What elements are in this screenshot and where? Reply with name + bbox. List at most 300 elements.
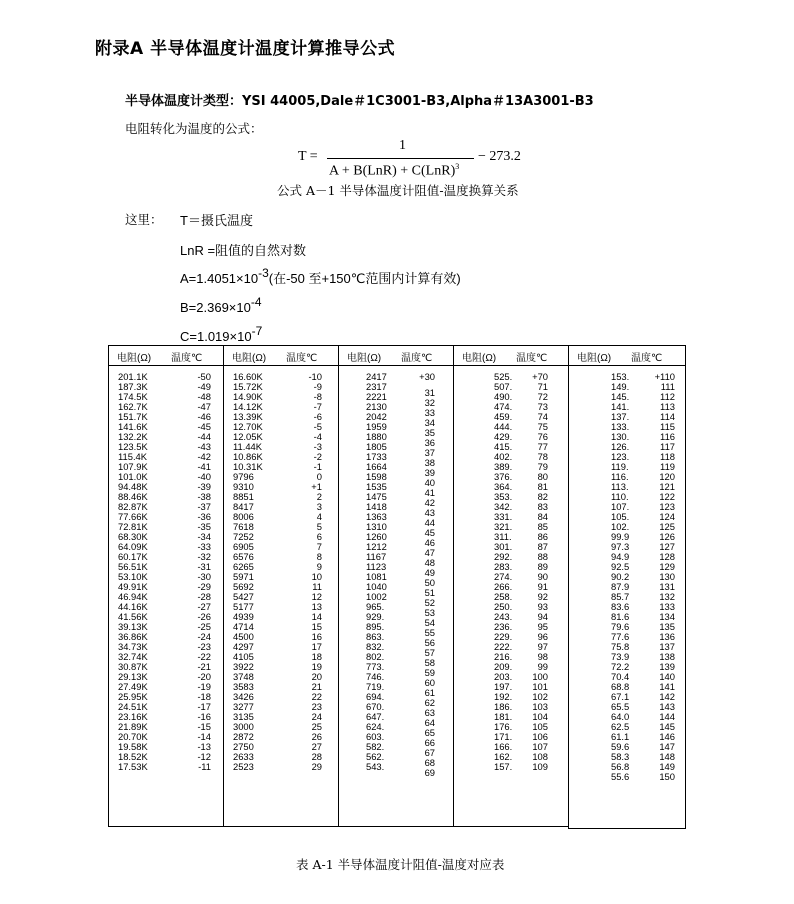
resistance-cell: 1040 <box>366 581 387 592</box>
header-resistance: 电阻(Ω) <box>462 353 497 364</box>
resistance-cell: 301. <box>494 541 513 552</box>
temperature-cell: +30 <box>419 371 435 382</box>
resistance-cell: 81.6 <box>611 611 630 622</box>
temperature-cell: 64 <box>424 717 435 728</box>
temperature-cell: 132 <box>659 591 675 602</box>
resistance-cell: 13.39K <box>233 411 263 422</box>
table-column-body <box>339 365 453 826</box>
temperature-cell: 20 <box>311 671 322 682</box>
temperature-cell: 15 <box>311 621 322 632</box>
resistance-cell: 670. <box>366 701 385 712</box>
temperature-cell: 142 <box>659 691 675 702</box>
temperature-cell: -11 <box>198 761 211 772</box>
temperature-cell: 116 <box>660 431 675 442</box>
temperature-cell: 39 <box>424 467 435 478</box>
resistance-cell: 459. <box>494 411 513 422</box>
resistance-cell: 5427 <box>233 591 254 602</box>
table-column-header <box>454 346 568 365</box>
temperature-cell: 102 <box>532 691 548 702</box>
resistance-cell: 115.4K <box>118 451 148 462</box>
resistance-cell: 133. <box>611 421 630 432</box>
temperature-cell: -49 <box>197 381 211 392</box>
resistance-cell: 21.89K <box>118 721 148 732</box>
definition-b-prefix: B=2.369×10 <box>180 300 251 315</box>
table-column <box>108 345 223 827</box>
resistance-cell: 746. <box>366 671 385 682</box>
temperature-cell: 49 <box>424 567 435 578</box>
resistance-cell: 603. <box>366 731 385 742</box>
temperature-cell: 88 <box>537 551 548 562</box>
temperature-cell: 106 <box>532 731 548 742</box>
resistance-cell: 58.3 <box>611 751 630 762</box>
resistance-cell: 70.4 <box>611 671 630 682</box>
temperature-cell: -20 <box>197 671 211 682</box>
temperature-cell: -14 <box>197 731 211 742</box>
resistance-cell: 266. <box>494 581 513 592</box>
temperature-cell: 139 <box>659 661 675 672</box>
resistance-cell: 292. <box>494 551 513 562</box>
resistance-cell: 36.86K <box>118 631 148 642</box>
resistance-cell: 153. <box>611 371 630 382</box>
temperature-cell: 93 <box>537 601 548 612</box>
temperature-cell: -6 <box>313 411 322 422</box>
temperature-cell: 41 <box>424 487 435 498</box>
temperature-cell: 33 <box>424 407 435 418</box>
definition-a-prefix: A=1.4051×10 <box>180 271 259 286</box>
resistance-cell: 12.05K <box>233 431 263 442</box>
temperature-cell: 4 <box>316 511 322 522</box>
definition-c <box>180 324 262 344</box>
resistance-cell: 802. <box>366 651 385 662</box>
resistance-cell: 162. <box>494 751 513 762</box>
definition-a-suffix: (在-50 至+150℃范围内计算有效) <box>268 271 461 286</box>
temperature-cell: -18 <box>197 691 211 702</box>
temperature-cell: 84 <box>537 511 548 522</box>
resistance-cell: 1805 <box>366 441 387 452</box>
resistance-cell: 1123 <box>366 561 387 572</box>
formula-denominator-wrap <box>329 162 459 180</box>
temperature-cell: -45 <box>197 421 211 432</box>
resistance-cell: 18.52K <box>118 751 148 762</box>
temperature-cell: 52 <box>424 597 435 608</box>
resistance-cell: 68.30K <box>118 531 148 542</box>
resistance-cell: 176. <box>494 721 513 732</box>
temperature-cell: 128 <box>659 551 675 562</box>
temperature-cell: -37 <box>197 501 211 512</box>
header-resistance: 电阻(Ω) <box>347 353 382 364</box>
header-temperature: 温度℃ <box>401 353 433 364</box>
table-column-body <box>109 365 223 826</box>
resistance-cell: 149. <box>611 381 630 392</box>
header-resistance: 电阻(Ω) <box>232 353 267 364</box>
resistance-cell: 364. <box>494 481 513 492</box>
table-column <box>338 345 453 827</box>
resistance-cell: 87.9 <box>611 581 630 592</box>
resistance-cell: 141.6K <box>118 421 148 432</box>
resistance-cell: 402. <box>494 451 513 462</box>
temperature-cell: 38 <box>424 457 435 468</box>
resistance-temperature-table <box>108 345 686 827</box>
resistance-cell: 3583 <box>233 681 254 692</box>
temperature-cell: 136 <box>659 631 675 642</box>
table-column-header <box>339 346 453 365</box>
temperature-cell: -16 <box>197 711 211 722</box>
resistance-cell: 5971 <box>233 571 254 582</box>
temperature-cell: 129 <box>659 561 675 572</box>
temperature-cell: 27 <box>311 741 322 752</box>
temperature-cell: 134 <box>659 611 675 622</box>
resistance-cell: 2417 <box>366 371 387 382</box>
temperature-cell: 65 <box>424 727 435 738</box>
temperature-cell: -4 <box>313 431 322 442</box>
temperature-cell: 140 <box>659 671 675 682</box>
temperature-cell: 83 <box>537 501 548 512</box>
temperature-cell: 50 <box>424 577 435 588</box>
temperature-cell: 10 <box>311 571 322 582</box>
temperature-cell: 55 <box>424 627 435 638</box>
temperature-cell: 99 <box>537 661 548 672</box>
resistance-cell: 4714 <box>233 621 254 632</box>
resistance-cell: 1212 <box>366 541 387 552</box>
resistance-cell: 197. <box>494 681 513 692</box>
definition-c-prefix: C=1.019×10 <box>180 329 252 344</box>
temperature-cell: 137 <box>659 641 675 652</box>
resistance-cell: 83.6 <box>611 601 630 612</box>
resistance-cell: 20.70K <box>118 731 148 742</box>
temperature-cell: 26 <box>311 731 322 742</box>
temperature-cell: 45 <box>424 527 435 538</box>
table-column <box>453 345 568 827</box>
resistance-cell: 64.09K <box>118 541 148 552</box>
resistance-cell: 102. <box>611 521 630 532</box>
table-column <box>223 345 338 827</box>
header-resistance: 电阻(Ω) <box>577 353 612 364</box>
resistance-cell: 201.1K <box>118 371 148 382</box>
temperature-cell: 79 <box>537 461 548 472</box>
resistance-cell: 1959 <box>366 421 387 432</box>
temperature-cell: 63 <box>424 707 435 718</box>
temperature-cell: 62 <box>424 697 435 708</box>
temperature-cell: -36 <box>197 511 211 522</box>
temperature-cell: -13 <box>197 741 211 752</box>
temperature-cell: 23 <box>311 701 322 712</box>
resistance-cell: 157. <box>494 761 513 772</box>
temperature-cell: 82 <box>537 491 548 502</box>
temperature-cell: 18 <box>311 651 322 662</box>
resistance-cell: 624. <box>366 721 385 732</box>
resistance-cell: 4105 <box>233 651 254 662</box>
temperature-cell: 44 <box>424 517 435 528</box>
resistance-cell: 1002 <box>366 591 387 602</box>
temperature-cell: 143 <box>659 701 675 712</box>
temperature-cell: 78 <box>537 451 548 462</box>
temperature-cell: 108 <box>532 751 548 762</box>
resistance-cell: 376. <box>494 471 513 482</box>
temperature-cell: 36 <box>424 437 435 448</box>
resistance-cell: 113. <box>611 481 629 492</box>
resistance-cell: 965. <box>366 601 385 612</box>
resistance-cell: 44.16K <box>118 601 148 612</box>
resistance-cell: 331. <box>494 511 513 522</box>
resistance-cell: 1598 <box>366 471 387 482</box>
resistance-cell: 11.44K <box>233 441 263 452</box>
resistance-cell: 77.6 <box>611 631 630 642</box>
table-column-header <box>224 346 338 365</box>
temperature-cell: 7 <box>316 541 322 552</box>
definition-a <box>180 266 461 287</box>
temperature-cell: 28 <box>311 751 322 762</box>
resistance-cell: 250. <box>494 601 513 612</box>
temperature-cell: 57 <box>424 647 435 658</box>
resistance-cell: 8417 <box>233 501 254 512</box>
resistance-cell: 562. <box>366 751 385 762</box>
temperature-cell: -9 <box>313 381 322 392</box>
resistance-cell: 126. <box>611 441 630 452</box>
temperature-cell: 147 <box>659 741 675 752</box>
resistance-cell: 9310 <box>233 481 254 492</box>
resistance-cell: 895. <box>366 621 385 632</box>
temperature-cell: -17 <box>197 701 211 712</box>
resistance-cell: 2317 <box>366 381 387 392</box>
temperature-cell: -22 <box>197 651 211 662</box>
temperature-cell: 75 <box>537 421 548 432</box>
temperature-cell: 125 <box>659 521 675 532</box>
temperature-cell: 121 <box>659 481 675 492</box>
resistance-cell: 14.12K <box>233 401 263 412</box>
resistance-cell: 216. <box>494 651 513 662</box>
resistance-cell: 1733 <box>366 451 387 462</box>
resistance-cell: 1260 <box>366 531 387 542</box>
temperature-cell: 66 <box>424 737 435 748</box>
temperature-cell: 51 <box>424 587 435 598</box>
temperature-cell: 135 <box>659 621 675 632</box>
temperature-cell: -5 <box>313 421 322 432</box>
resistance-cell: 832. <box>366 641 385 652</box>
formula-denominator: A + B(LnR) + C(LnR) <box>329 163 456 179</box>
resistance-cell: 2633 <box>233 751 254 762</box>
resistance-cell: 116. <box>611 471 629 482</box>
temperature-cell: 21 <box>311 681 322 692</box>
temperature-cell: -31 <box>197 561 211 572</box>
header-temperature: 温度℃ <box>171 353 203 364</box>
resistance-cell: 321. <box>494 521 513 532</box>
temperature-cell: -8 <box>313 391 322 402</box>
temperature-cell: -39 <box>197 481 211 492</box>
temperature-cell: 109 <box>532 761 548 772</box>
temperature-cell: 46 <box>424 537 435 548</box>
resistance-cell: 8006 <box>233 511 254 522</box>
temperature-cell: 60 <box>424 677 435 688</box>
temperature-cell: 94 <box>537 611 548 622</box>
temperature-cell: 115 <box>660 421 675 432</box>
temperature-cell: -40 <box>197 471 211 482</box>
header-temperature: 温度℃ <box>286 353 318 364</box>
temperature-cell: 81 <box>537 481 548 492</box>
temperature-cell: 61 <box>424 687 435 698</box>
temperature-cell: 117 <box>660 441 675 452</box>
resistance-cell: 130. <box>611 431 630 442</box>
temperature-cell: -29 <box>197 581 211 592</box>
temperature-cell: -10 <box>308 371 322 382</box>
temperature-cell: 89 <box>537 561 548 572</box>
temperature-cell: -1 <box>313 461 322 472</box>
temperature-cell: 103 <box>532 701 548 712</box>
resistance-cell: 415. <box>494 441 513 452</box>
resistance-cell: 59.6 <box>611 741 630 752</box>
temperature-cell: -26 <box>197 611 211 622</box>
definition-a-exponent: -3 <box>258 266 269 280</box>
resistance-cell: 773. <box>366 661 385 672</box>
resistance-cell: 55.6 <box>611 771 630 782</box>
temperature-cell: -15 <box>197 721 211 732</box>
temperature-cell: -27 <box>197 601 211 612</box>
temperature-cell: 96 <box>537 631 548 642</box>
resistance-cell: 14.90K <box>233 391 263 402</box>
resistance-cell: 2130 <box>366 401 387 412</box>
temperature-cell: 119 <box>660 461 675 472</box>
resistance-cell: 4500 <box>233 631 254 642</box>
temperature-cell: 43 <box>424 507 435 518</box>
resistance-cell: 24.51K <box>118 701 148 712</box>
temperature-cell: 144 <box>659 711 675 722</box>
table-column-body <box>454 365 568 826</box>
resistance-cell: 429. <box>494 431 513 442</box>
temperature-cell: -21 <box>197 661 211 672</box>
resistance-cell: 3748 <box>233 671 254 682</box>
formula-numerator: 1 <box>399 138 406 153</box>
resistance-cell: 1081 <box>366 571 387 582</box>
resistance-cell: 90.2 <box>611 571 630 582</box>
temperature-cell: 72 <box>537 391 548 402</box>
temperature-cell: 85 <box>537 521 548 532</box>
resistance-cell: 243. <box>494 611 513 622</box>
resistance-cell: 171. <box>494 731 513 742</box>
resistance-cell: 32.74K <box>118 651 148 662</box>
resistance-cell: 3922 <box>233 661 254 672</box>
temperature-cell: 76 <box>537 431 548 442</box>
resistance-cell: 123. <box>611 451 630 462</box>
temperature-cell: -47 <box>197 401 211 412</box>
temperature-cell: 130 <box>659 571 675 582</box>
resistance-cell: 23.16K <box>118 711 148 722</box>
temperature-cell: 56 <box>424 637 435 648</box>
resistance-cell: 62.5 <box>611 721 630 732</box>
resistance-cell: 582. <box>366 741 385 752</box>
fraction-bar <box>327 158 474 159</box>
temperature-cell: 19 <box>311 661 322 672</box>
resistance-cell: 174.5K <box>118 391 148 402</box>
temperature-cell: -30 <box>197 571 211 582</box>
resistance-cell: 72.81K <box>118 521 148 532</box>
temperature-cell: 22 <box>311 691 322 702</box>
header-resistance: 电阻(Ω) <box>117 353 152 364</box>
resistance-cell: 4297 <box>233 641 254 652</box>
resistance-cell: 7252 <box>233 531 254 542</box>
temperature-cell: 48 <box>424 557 435 568</box>
temperature-cell: -44 <box>197 431 211 442</box>
resistance-cell: 72.2 <box>611 661 630 672</box>
temperature-cell: +1 <box>311 481 322 492</box>
temperature-cell: 74 <box>537 411 548 422</box>
temperature-cell: 34 <box>424 417 435 428</box>
temperature-cell: 112 <box>660 391 675 402</box>
temperature-cell: 12 <box>311 591 322 602</box>
resistance-cell: 94.9 <box>611 551 630 562</box>
resistance-cell: 229. <box>494 631 513 642</box>
resistance-cell: 16.60K <box>233 371 263 382</box>
table-column-body <box>224 365 338 826</box>
temperature-cell: 91 <box>537 581 548 592</box>
resistance-cell: 274. <box>494 571 513 582</box>
temperature-cell: -43 <box>197 441 211 452</box>
resistance-cell: 85.7 <box>611 591 630 602</box>
resistance-cell: 105. <box>611 511 630 522</box>
resistance-cell: 444. <box>494 421 513 432</box>
resistance-cell: 73.9 <box>611 651 630 662</box>
temperature-cell: 9 <box>316 561 322 572</box>
temperature-cell: 148 <box>659 751 675 762</box>
temperature-cell: 17 <box>311 641 322 652</box>
temperature-cell: -2 <box>313 451 322 462</box>
resistance-cell: 77.66K <box>118 511 148 522</box>
resistance-cell: 7618 <box>233 521 254 532</box>
temperature-cell: -50 <box>197 371 211 382</box>
resistance-cell: 2523 <box>233 761 254 772</box>
resistance-cell: 6576 <box>233 551 254 562</box>
resistance-cell: 162.7K <box>118 401 148 412</box>
resistance-cell: 97.3 <box>611 541 630 552</box>
resistance-cell: 110. <box>611 491 629 502</box>
temperature-cell: -35 <box>197 521 211 532</box>
resistance-cell: 27.49K <box>118 681 148 692</box>
temperature-cell: -24 <box>197 631 211 642</box>
temperature-cell: 32 <box>424 397 435 408</box>
temperature-cell: -48 <box>197 391 211 402</box>
resistance-cell: 166. <box>494 741 513 752</box>
resistance-cell: 647. <box>366 711 385 722</box>
resistance-cell: 56.8 <box>611 761 630 772</box>
resistance-cell: 119. <box>611 461 629 472</box>
resistance-cell: 490. <box>494 391 513 402</box>
thermometer-type-line: 半导体温度计类型：YSI 44005,Dale＃1C3001-B3,Alpha＃13A3001-B3 <box>125 94 594 109</box>
table-column <box>568 345 686 829</box>
temperature-cell: 114 <box>660 411 675 422</box>
temperature-cell: 58 <box>424 657 435 668</box>
resistance-cell: 137. <box>611 411 630 422</box>
resistance-cell: 929. <box>366 611 385 622</box>
resistance-cell: 6905 <box>233 541 254 552</box>
resistance-cell: 10.31K <box>233 461 263 472</box>
temperature-cell: 126 <box>659 531 675 542</box>
resistance-cell: 15.72K <box>233 381 263 392</box>
resistance-cell: 151.7K <box>118 411 148 422</box>
definition-b-exponent: -4 <box>250 295 262 309</box>
resistance-cell: 1664 <box>366 461 387 472</box>
temperature-cell: -46 <box>197 411 211 422</box>
temperature-cell: 107 <box>532 741 548 752</box>
resistance-cell: 75.8 <box>611 641 630 652</box>
resistance-cell: 525. <box>494 371 513 382</box>
where-label: 这里： <box>125 212 163 227</box>
resistance-cell: 1880 <box>366 431 387 442</box>
resistance-cell: 181. <box>494 711 513 722</box>
temperature-cell: -42 <box>197 451 211 462</box>
resistance-cell: 9796 <box>233 471 254 482</box>
header-temperature: 温度℃ <box>631 353 663 364</box>
temperature-cell: 68 <box>424 757 435 768</box>
temperature-cell: 3 <box>316 501 322 512</box>
temperature-cell: 8 <box>316 551 322 562</box>
